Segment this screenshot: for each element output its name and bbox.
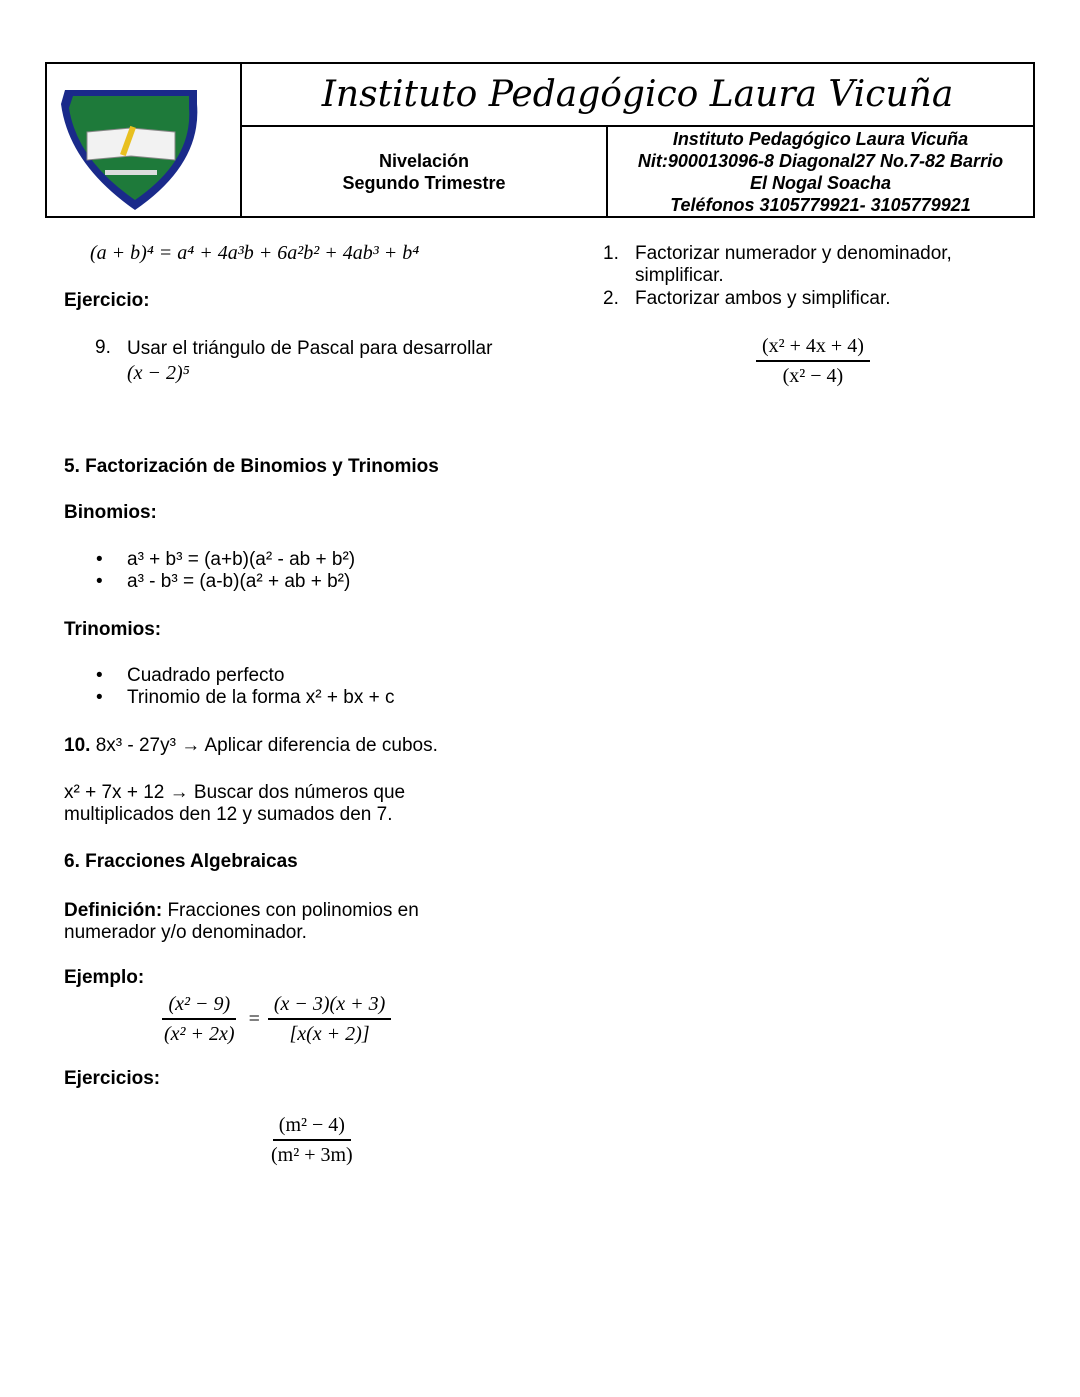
exercise-10 bbox=[64, 735, 438, 757]
item-text: Factorizar numerador y denominador, bbox=[635, 243, 952, 264]
level-cell bbox=[242, 127, 608, 216]
ejercicio-label: Ejercicio: bbox=[64, 290, 150, 311]
section-5-heading: 5. Factorización de Binomios y Trinomios bbox=[64, 456, 439, 477]
item-text: Factorizar ambos y simplificar. bbox=[635, 288, 891, 309]
info-line: El Nogal Soacha bbox=[749, 172, 892, 193]
equals-sign: = bbox=[248, 1007, 260, 1030]
binomial-formula: (a + b)⁴ = a⁴ + 4a³b + 6a²b² + 4ab³ + b⁴ bbox=[90, 242, 420, 264]
denominator: (x² − 4) bbox=[782, 365, 844, 387]
header-table bbox=[45, 62, 1035, 218]
ejercicios-label: Ejercicios: bbox=[64, 1068, 161, 1089]
binomios-list bbox=[64, 549, 355, 593]
fraction bbox=[265, 1113, 359, 1167]
ejemplo-label: Ejemplo: bbox=[64, 967, 145, 988]
list-item: • Trinomio de la forma x² + bx + c bbox=[64, 687, 395, 709]
numerator: (x − 3)(x + 3) bbox=[268, 992, 391, 1020]
exercise-text: 8x³ - 27y³ → Aplicar diferencia de cubos. bbox=[90, 735, 438, 756]
denominator: (x² + 2x) bbox=[164, 1023, 235, 1045]
right-fraction bbox=[756, 334, 870, 388]
level-label: Nivelación bbox=[378, 150, 470, 171]
info-line: Nit:900013096-8 Diagonal27 No.7-82 Barrio bbox=[637, 150, 1004, 171]
definition-label: Definición: bbox=[64, 900, 163, 921]
list-item: • a³ + b³ = (a+b)(a² - ab + b²) bbox=[64, 549, 355, 571]
example-fraction bbox=[158, 992, 391, 1046]
definition-text: numerador y/o denominador. bbox=[64, 922, 307, 943]
item-number: 2. bbox=[603, 288, 619, 309]
exercise-number: 9. bbox=[95, 337, 111, 358]
list-item bbox=[603, 288, 1043, 310]
numerator: (m² − 4) bbox=[273, 1113, 351, 1141]
info-line: Teléfonos 3105779921- 3105779921 bbox=[670, 194, 971, 215]
text-line: multiplicados den 12 y sumados den 7. bbox=[64, 804, 393, 825]
exercise-text: Usar el triángulo de Pascal para desarrollar bbox=[127, 338, 493, 359]
exercise-expression: (x − 2)⁵ bbox=[127, 362, 190, 384]
list-item: • a³ - b³ = (a-b)(a² + ab + b²) bbox=[64, 571, 355, 593]
denominator: [x(x + 2)] bbox=[289, 1023, 370, 1045]
exercise-9 bbox=[95, 337, 1080, 386]
fraction bbox=[756, 334, 870, 388]
exercise-fraction bbox=[265, 1113, 359, 1167]
definition-text: Fracciones con polinomios en bbox=[162, 900, 419, 921]
binomios-label: Binomios: bbox=[64, 502, 157, 523]
denominator: (m² + 3m) bbox=[271, 1144, 353, 1166]
fraction-left bbox=[158, 992, 241, 1046]
right-numbered-list bbox=[603, 243, 1043, 310]
term-label: Segundo Trimestre bbox=[342, 172, 506, 193]
text-line: x² + 7x + 12 → Buscar dos números que bbox=[64, 782, 406, 803]
trinomios-list bbox=[64, 665, 395, 709]
trinomios-label: Trinomios: bbox=[64, 619, 162, 640]
fraction-right bbox=[268, 992, 391, 1046]
numerator: (x² − 9) bbox=[162, 992, 236, 1020]
list-item: • Cuadrado perfecto bbox=[64, 665, 395, 687]
trinomial-example bbox=[64, 782, 405, 826]
institute-info-cell bbox=[608, 127, 1033, 216]
numerator: (x² + 4x + 4) bbox=[756, 334, 870, 362]
list-item bbox=[603, 243, 1043, 287]
item-text: simplificar. bbox=[635, 265, 724, 286]
exercise-number: 10. bbox=[64, 735, 91, 756]
institute-title: Instituto Pedagógico Laura Vicuña bbox=[242, 64, 1033, 127]
item-number: 1. bbox=[603, 243, 619, 264]
school-logo-cell bbox=[47, 64, 242, 216]
definition bbox=[64, 900, 419, 944]
school-crest-logo bbox=[47, 64, 240, 216]
section-6-heading: 6. Fracciones Algebraicas bbox=[64, 851, 298, 872]
info-line: Instituto Pedagógico Laura Vicuña bbox=[672, 128, 969, 149]
